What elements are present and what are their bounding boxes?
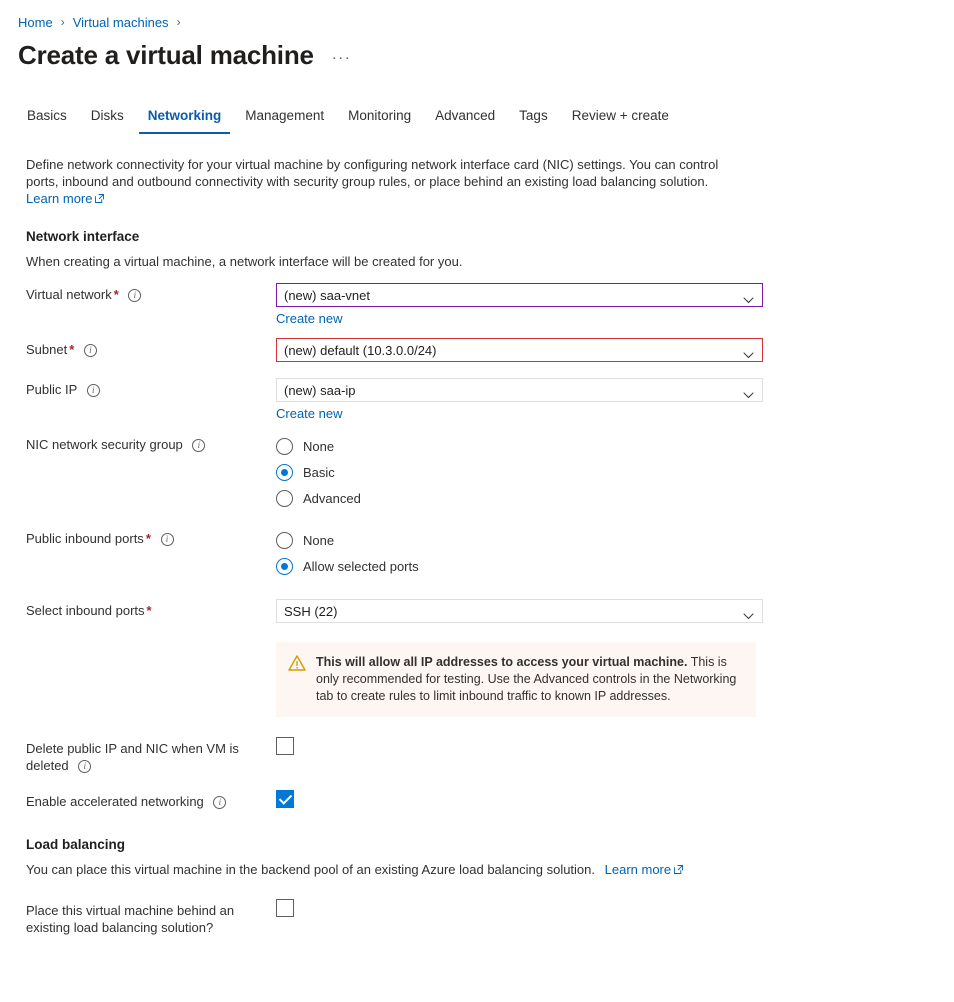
accelerated-networking-checkbox[interactable]: [276, 790, 294, 808]
label-select-inbound-ports-text: Select inbound ports: [26, 603, 145, 618]
title-row: [0, 30, 954, 71]
networking-form: [0, 269, 954, 811]
label-subnet-text: Subnet: [26, 342, 68, 357]
label-virtual-network: [26, 283, 276, 303]
label-delete-public-ip: [26, 737, 276, 774]
label-public-inbound-ports-text: Public inbound ports: [26, 531, 144, 546]
label-public-ip-text: Public IP: [26, 382, 78, 397]
warning-bold-text: This will allow all IP addresses to access your virtual machine.: [316, 655, 688, 669]
required-marker: *: [146, 603, 152, 618]
load-balancing-heading: Load balancing: [26, 837, 126, 852]
label-accelerated-networking-text: Enable accelerated networking: [26, 794, 204, 809]
breadcrumb-item-virtual-machines[interactable]: Virtual machines: [72, 14, 169, 30]
row-delete-public-ip: [0, 737, 954, 774]
breadcrumb-separator-2: ›: [176, 15, 181, 29]
label-select-inbound-ports: [26, 599, 276, 619]
public-inbound-ports-option-allow[interactable]: [276, 553, 954, 579]
nic-nsg-option-advanced-label: Advanced: [303, 490, 361, 506]
row-place-behind-lb: [0, 899, 954, 936]
network-interface-heading: Network interface: [26, 229, 140, 244]
tab-networking[interactable]: Networking: [139, 108, 231, 134]
radio-allow-selected-ports[interactable]: [276, 558, 293, 575]
tab-bar: [0, 104, 954, 138]
breadcrumb-separator-1: ›: [60, 15, 65, 29]
network-interface-subtext: When creating a virtual machine, a network interface will be created for you.: [26, 254, 463, 269]
row-public-inbound-ports: [0, 527, 954, 579]
intro-description: [0, 138, 760, 207]
nic-nsg-option-advanced[interactable]: [276, 485, 954, 511]
label-subnet: [26, 338, 276, 358]
load-balancing-learn-more-link[interactable]: Learn more: [604, 862, 672, 877]
subnet-select-wrap: [276, 338, 763, 362]
tab-management[interactable]: Management: [245, 108, 325, 123]
required-marker: *: [145, 531, 151, 546]
virtual-network-select[interactable]: [276, 283, 763, 307]
row-nic-nsg: [0, 433, 954, 511]
tab-advanced[interactable]: Advanced: [435, 108, 496, 123]
load-balancing-subtext: [0, 852, 954, 877]
row-virtual-network: [0, 283, 954, 326]
tab-tags[interactable]: Tags: [519, 108, 548, 123]
required-marker: *: [113, 287, 119, 302]
field-accelerated-networking: [276, 790, 954, 811]
row-public-ip: [0, 378, 954, 421]
nic-nsg-option-none-label: None: [303, 438, 335, 454]
required-marker: *: [69, 342, 75, 357]
info-icon-public-inbound-ports[interactable]: i: [161, 533, 174, 546]
label-public-inbound-ports: [26, 527, 276, 547]
public-inbound-ports-option-none-label: None: [303, 532, 335, 548]
nic-nsg-radio-group: [276, 433, 954, 511]
inbound-ports-warning-text: [316, 654, 742, 705]
info-icon-virtual-network[interactable]: i: [128, 289, 141, 302]
field-place-behind-lb: [276, 899, 954, 920]
info-icon-nic-nsg[interactable]: i: [192, 439, 205, 452]
public-ip-create-new-link[interactable]: Create new: [276, 406, 343, 421]
info-icon-accelerated-networking[interactable]: i: [213, 796, 226, 809]
nic-nsg-option-none[interactable]: [276, 433, 954, 459]
info-icon-delete-public-ip[interactable]: i: [78, 760, 91, 773]
select-inbound-ports-wrap: [276, 599, 763, 623]
page-title: Create a virtual machine: [18, 40, 314, 70]
info-icon-public-ip[interactable]: i: [87, 384, 100, 397]
label-place-behind-lb: [26, 899, 276, 936]
label-nic-nsg-text: NIC network security group: [26, 437, 183, 452]
external-link-icon: [95, 194, 104, 203]
tab-review-create[interactable]: Review + create: [571, 108, 669, 123]
load-balancing-subtext-text: You can place this virtual machine in the backend pool of an existing Azure load balancing solution.: [26, 862, 596, 877]
public-inbound-ports-option-none[interactable]: [276, 527, 954, 553]
label-virtual-network-text: Virtual network: [26, 287, 112, 302]
field-subnet: [276, 338, 954, 362]
public-ip-select-wrap: [276, 378, 763, 402]
select-inbound-ports-select[interactable]: [276, 599, 763, 623]
label-accelerated-networking: [26, 790, 276, 810]
intro-learn-more-link[interactable]: Learn more: [26, 191, 93, 206]
info-icon-subnet[interactable]: i: [84, 344, 97, 357]
nic-nsg-option-basic[interactable]: [276, 459, 954, 485]
inbound-ports-warning: [276, 642, 756, 717]
field-virtual-network: [276, 283, 954, 326]
label-public-ip: [26, 378, 276, 398]
row-select-inbound-ports: [0, 599, 954, 623]
public-inbound-ports-option-allow-label: Allow selected ports: [303, 558, 419, 574]
external-link-icon: [674, 865, 683, 874]
virtual-network-create-new-link[interactable]: Create new: [276, 311, 343, 326]
subnet-select[interactable]: [276, 338, 763, 362]
tab-monitoring[interactable]: Monitoring: [348, 108, 412, 123]
row-accelerated-networking: [0, 790, 954, 811]
breadcrumb: [0, 10, 954, 30]
virtual-network-select-wrap: [276, 283, 763, 307]
row-subnet: [0, 338, 954, 362]
label-delete-public-ip-text: Delete public IP and NIC when VM is deleted: [26, 741, 239, 773]
breadcrumb-item-home[interactable]: Home: [18, 14, 53, 30]
more-options-button[interactable]: ···: [331, 49, 352, 66]
field-select-inbound-ports: [276, 599, 954, 623]
tab-basics[interactable]: Basics: [27, 108, 67, 123]
tab-disks[interactable]: Disks: [90, 108, 124, 123]
warning-rest-text: This is only recommended for testing. Use the Advanced controls in the Networking tab to create rules to limit inbound traffic to known IP addresses.: [316, 655, 737, 703]
label-nic-nsg: [26, 433, 276, 453]
warning-icon: [288, 655, 306, 676]
intro-text: Define network connectivity for your virtual machine by configuring network interface card (NIC) settings. You can control ports, inbound and outbound connectivity with security group rules, or place behind an existing load balancing solution.: [26, 157, 719, 189]
radio-advanced[interactable]: [276, 490, 293, 507]
field-public-ip: [276, 378, 954, 421]
public-ip-select[interactable]: [276, 378, 763, 402]
place-behind-lb-checkbox[interactable]: [276, 899, 294, 917]
radio-none[interactable]: [276, 532, 293, 549]
label-place-behind-lb-text: Place this virtual machine behind an existing load balancing solution?: [26, 903, 235, 935]
radio-none[interactable]: [276, 438, 293, 455]
delete-public-ip-checkbox[interactable]: [276, 737, 294, 755]
field-delete-public-ip: [276, 737, 954, 758]
public-inbound-ports-radio-group: [276, 527, 954, 579]
nic-nsg-option-basic-label: Basic: [303, 464, 335, 480]
radio-basic[interactable]: [276, 464, 293, 481]
